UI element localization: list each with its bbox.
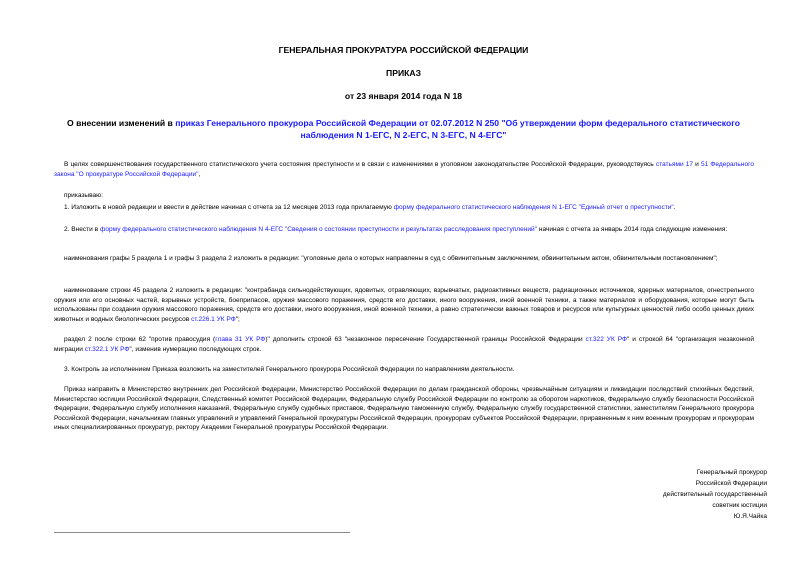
sub-item-3-text-2: )" дополнить строкой 63 "незаконное пересечение Государственной границы Российской Федерации (265, 336, 586, 343)
distribution-paragraph (54, 385, 754, 433)
intro-paragraph (54, 160, 754, 179)
article-51-link[interactable]: 51 (700, 161, 709, 168)
sub-item-2-paragraph (54, 286, 754, 324)
intro-text-1: В целях совершенствования государственного статистического учета состояния преступности и в связи с изменениями в уголовном законодательстве Российской Федерации, руководствуясь (64, 161, 656, 168)
article-226-1-link[interactable]: ст.226.1 УК РФ (191, 315, 236, 323)
intro-text-4: , (198, 170, 201, 178)
intro-text-2: и (693, 161, 701, 168)
article-17-link[interactable]: статьями 17 (655, 161, 694, 168)
agency-heading: ГЕНЕРАЛЬНАЯ ПРОКУРАТУРА РОССИЙСКОЙ ФЕДЕРАЦИИ (278, 45, 529, 55)
article-322-link[interactable]: ст.322 УК РФ (585, 336, 627, 343)
sub-item-1-text: наименования графы 5 раздела 1 и графы 3 раздела 2 изложить в редакции: "уголовные дела о которых направлены в суд с обвинительным заключением, обвинительным актом, обвинительным постановлением"; (64, 255, 718, 262)
signature-line-4: советник юстиции (712, 502, 767, 509)
item-3-text: 3. Контроль за исполнением Приказа возложить на заместителей Генерального прокурора Российской Федерации по направлениям деятельности. (64, 366, 515, 373)
item-2-text-2: начиная с отчета за январь 2014 года следующие изменения: (537, 226, 728, 233)
sub-item-3-text-3: " и строкой 64 "организация незаконной миграции (54, 336, 755, 353)
footnote-divider (54, 532, 350, 533)
document-type-heading: ПРИКАЗ (386, 68, 421, 78)
orders-text: приказываю: (64, 192, 103, 199)
signature-line-3: действительный государственный (662, 491, 767, 498)
prosecution-law-link[interactable]: Федерального закона "О прокуратуре Российской Федерации" (54, 161, 754, 178)
document-title (50, 117, 757, 141)
orders-paragraph (54, 191, 754, 201)
item-2-paragraph (54, 225, 754, 235)
signature-line-2: Российской Федерации (695, 480, 767, 487)
sub-item-3-text-4: ", изменив нумерацию последующих строк. (129, 345, 262, 353)
sub-item-3-text-1: раздел 2 после строки 62 "против правосудия ( (64, 336, 216, 343)
item-3-paragraph (54, 365, 754, 375)
title-order-link[interactable]: приказ Генерального прокурора Российской Федерации от 02.07.2012 N 250 "Об утверждении форм федерального статистического наблюдения N 1-ЕГС, N 2-ЕГС, N 3-ЕГС, N 4-ЕГС" (175, 118, 740, 140)
title-prefix: О внесении изменений в (67, 118, 176, 128)
sub-item-2-text-2: "; (235, 315, 240, 323)
signature-block (567, 467, 767, 522)
form-1-egs-link[interactable]: форму федерального статистического наблюдения N 1-ЕГС "Единый отчет о преступности" (393, 204, 674, 211)
distribution-text: Приказ направить в Министерство внутренних дел Российской Федерации, Министерство Российской Федерации по делам гражданской обороны, чрезвычайным ситуациям и ликвидации последствий стихийных бедствий, Министерство юстиции Российской Федерации, Следственный комитет Российской Федерации, Федеральную службу Российской Федерации по контролю за оборотом наркотиков, Федеральную службу безопасности Российской Федерации, Федеральную службу исполнения наказаний, Федеральную службу судебных приставов, Федеральную таможенную службу, Федеральную службу государственной статистики, заместителям Генерального прокурора Российской Федерации, начальникам главных управлений и управлений Генеральной прокуратуры Российской Федерации, прокурорам субъектов Российской Федерации, приравненным к ним военным прокурорам и прокурорам иных специализированных прокуратур, ректору Академии Генеральной прокуратуры Российской Федерации. (54, 386, 754, 432)
article-322-1-link[interactable]: ст.322.1 УК РФ (84, 345, 130, 353)
item-1-text-2: . (673, 204, 676, 211)
signature-line-5: Ю.Я.Чайка (733, 513, 767, 520)
signature-line-1: Генеральный прокурор (696, 469, 767, 476)
item-1-paragraph (54, 203, 754, 213)
sub-item-3-paragraph (54, 335, 754, 354)
item-2-text-1: 2. Внести в (64, 226, 100, 233)
sub-item-1-paragraph (54, 254, 754, 264)
form-4-egs-link[interactable]: форму федерального статистического наблюдения N 4-ЕГС "Сведения о состоянии преступности и результатах расследования преступлений" (99, 226, 538, 233)
item-1-text-1: 1. Изложить в новой редакции и ввести в действие начиная с отчета за 12 месяцев 2013 года прилагаемую (64, 204, 394, 211)
chapter-31-link[interactable]: глава 31 УК РФ (215, 336, 266, 343)
sub-item-2-text-1: наименование строки 45 раздела 2 изложить в редакции: "контрабанда сильнодействующих, ядовитых, отравляющих, взрывчатых, радиоактивных веществ, радиационных источников, ядерных материалов, огнестрельного оружия или его основных частей, взрывных устройств, боеприпасов, оружия массового поражения, средств его доставки, иного вооружения, иной военной техники, а также материалов и оборудования, которые могут быть использованы при создании оружия массового поражения, средств его доставки, иного вооружения, иной военной техники, а равно стратегически важных товаров и ресурсов или культурных ценностей либо особо ценных диких животных и водных биологических ресурсов (54, 287, 754, 323)
document-date: от 23 января 2014 года N 18 (344, 91, 463, 101)
